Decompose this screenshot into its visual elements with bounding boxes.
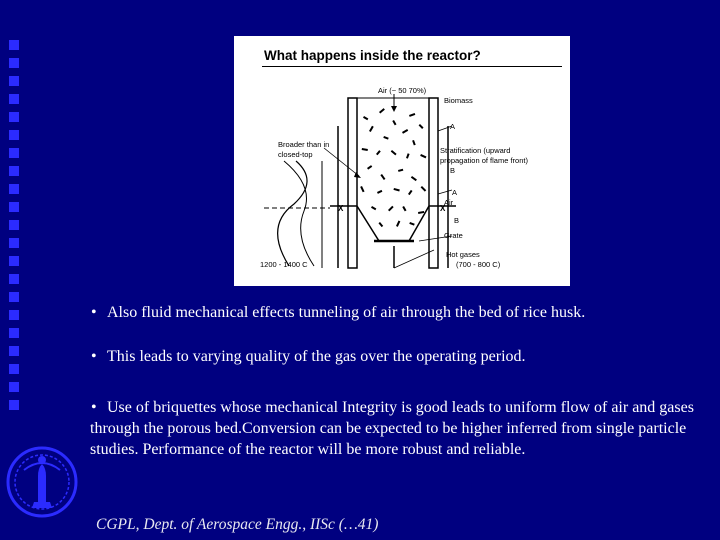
bullet-text: Use of briquettes whose mechanical Integrity is good leads to uniform flow of air and gases through the porous bed.Conversion can be expected to be higher inferred from single particle studies. Performance of the reactor will be more robust and reliable. (90, 399, 694, 458)
strip-square (9, 166, 19, 176)
label-propagation: propagation of flame front) (440, 156, 528, 165)
strip-square (9, 220, 19, 230)
strip-square (9, 40, 19, 50)
label-grate: Grate (444, 231, 463, 240)
figure-title: What happens inside the reactor? (264, 48, 481, 63)
bullet-marker: • (91, 399, 97, 416)
label-broader-1: Broader than in (278, 140, 330, 149)
strip-square (9, 94, 19, 104)
label-temp-left: 1200 - 1400 C (260, 260, 308, 269)
label-x-left: X (338, 204, 344, 213)
label-hot-temp: (700 - 800 C) (456, 260, 501, 269)
strip-square (9, 382, 19, 392)
bullet-marker: • (91, 304, 97, 321)
strip-square (9, 58, 19, 68)
institute-emblem-icon (2, 430, 82, 530)
bullet-fluid-effects (90, 302, 716, 323)
strip-square (9, 292, 19, 302)
label-air-top: Air (~ 50 70%) (378, 86, 427, 95)
label-b-bottom: B (454, 216, 460, 225)
strip-square (9, 238, 19, 248)
bullet-briquettes (90, 397, 720, 460)
strip-square (9, 400, 19, 410)
reactor-diagram (234, 36, 570, 286)
strip-square (9, 112, 19, 122)
bullet-varying-quality (90, 346, 716, 367)
label-a-mid: A (452, 188, 458, 197)
label-a-top: A (450, 122, 456, 131)
label-stratification: Stratification (upward (440, 146, 511, 155)
label-air-side: Air (444, 198, 454, 207)
strip-square (9, 364, 19, 374)
strip-square (9, 202, 19, 212)
strip-square (9, 346, 19, 356)
label-hot-gases: Hot gases (446, 250, 480, 259)
strip-square (9, 256, 19, 266)
strip-square (9, 148, 19, 158)
strip-square (9, 328, 19, 338)
strip-square (9, 130, 19, 140)
bullet-text: Also fluid mechanical effects tunneling of air through the bed of rice husk. (107, 304, 586, 321)
strip-square (9, 274, 19, 284)
bullet-marker: • (91, 348, 97, 365)
label-biomass: Biomass (444, 96, 473, 105)
strip-square (9, 76, 19, 86)
slide-footer: CGPL, Dept. of Aerospace Engg., IISc (…41) (96, 516, 379, 533)
label-broader-2: closed-top (278, 150, 313, 159)
label-b-top: B (450, 166, 456, 175)
strip-square (9, 184, 19, 194)
bullet-text: This leads to varying quality of the gas over the operating period. (107, 348, 526, 365)
label-x-right: X (440, 204, 446, 213)
strip-square (9, 310, 19, 320)
